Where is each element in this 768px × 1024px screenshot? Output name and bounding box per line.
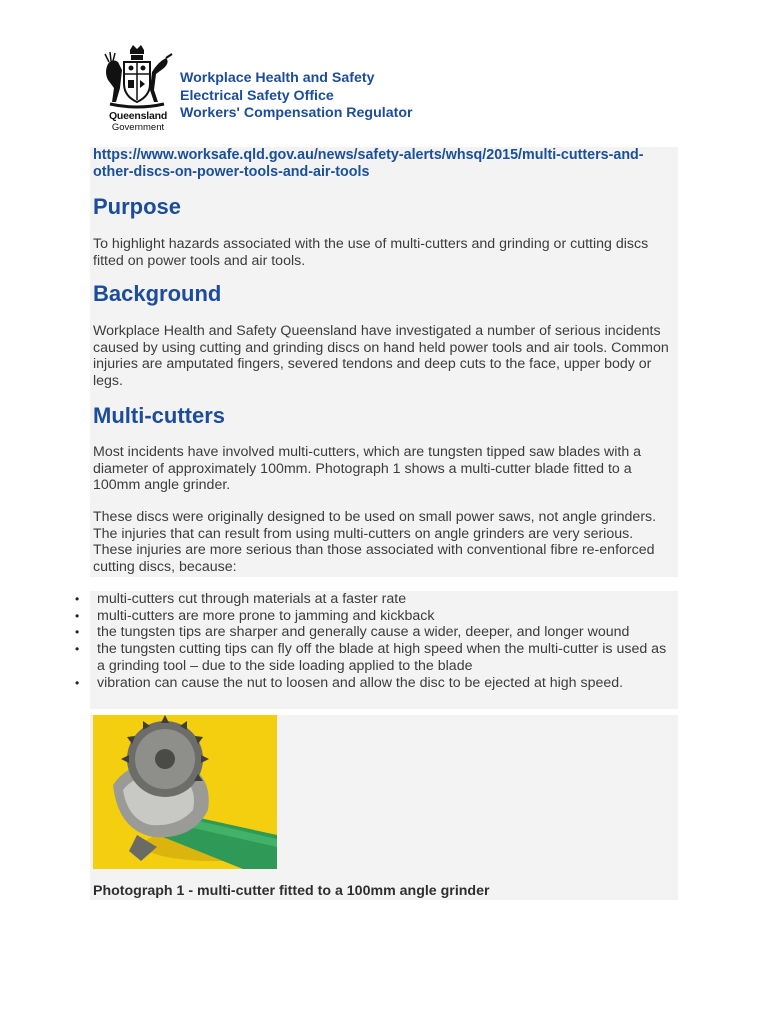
- bullet-icon: •: [75, 675, 80, 690]
- multi-cutters-paragraph-2: These discs were originally designed to be used on small power saws, not angle grinders. The injuries that can result from using multi-cutters on angle grinders are very serious. These injuries are more serious than those associated with conventional fibre re-enforced cutting discs, because:: [93, 509, 657, 576]
- purpose-text: To highlight hazards associated with the use of multi-cutters and grinding or cutting discs fitted on power tools and air tools.: [93, 236, 649, 269]
- background-heading: Background: [93, 281, 222, 306]
- list-item-text: multi-cutters are more prone to jamming and kickback: [97, 607, 435, 624]
- crest-word-queensland: Queensland: [108, 110, 168, 122]
- list-item: [73, 608, 677, 625]
- list-item: [73, 641, 677, 674]
- purpose-heading: Purpose: [93, 194, 182, 219]
- document-header: [100, 44, 500, 136]
- list-item-text: multi-cutters cut through materials at a faster rate: [97, 591, 407, 607]
- list-item: [73, 591, 677, 608]
- bullet-icon: •: [75, 592, 80, 606]
- bullet-icon: •: [75, 642, 80, 657]
- source-url-link[interactable]: https://www.worksafe.qld.gov.au/news/safety-alerts/whsq/2015/multi-cutters-and-other-discs-on-power-tools-and-air-tools: [93, 147, 644, 180]
- crest-word-government: Government: [111, 122, 165, 133]
- list-item: [73, 675, 677, 692]
- org-line-workplace-health-safety: Workplace Health and Safety: [180, 70, 375, 86]
- org-line-electrical-safety-office: Electrical Safety Office: [180, 87, 334, 104]
- list-item-text: the tungsten tips are sharper and generally cause a wider, deeper, and longer wound: [97, 624, 630, 641]
- coat-of-arms-icon: [100, 44, 174, 110]
- photograph-multi-cutter-angle-grinder: [93, 715, 277, 869]
- queensland-government-crest-logo: [100, 44, 174, 134]
- bullet-icon: •: [75, 608, 80, 623]
- organisation-names: [180, 70, 413, 123]
- background-text: Workplace Health and Safety Queensland have investigated a number of serious incidents caused by using cutting and grinding discs on hand held power tools and air tools. Common injuries are amputated fingers, severed tendons and deep cuts to the face, upper body or legs.: [93, 323, 669, 390]
- org-line-workers-compensation: Workers' Compensation Regulator: [180, 105, 413, 121]
- bullet-icon: •: [75, 625, 80, 640]
- multi-cutters-heading: Multi-cutters: [93, 403, 225, 428]
- hazard-bullet-list: [73, 591, 677, 691]
- photograph-caption: Photograph 1 - multi-cutter fitted to a 100mm angle grinder: [93, 883, 490, 899]
- multi-cutters-paragraph-1: Most incidents have involved multi-cutters, which are tungsten tipped saw blades with a diameter of approximately 100mm. Photograph 1 shows a multi-cutter blade fitted to a 100mm angle grinder.: [93, 444, 642, 494]
- list-item-text: the tungsten cutting tips can fly off the blade at high speed when the multi-cutter is used as a grinding tool – due to the side loading applied to the blade: [97, 641, 667, 674]
- list-item-text: vibration can cause the nut to loosen and allow the disc to be ejected at high speed.: [97, 674, 624, 691]
- list-item: [73, 624, 677, 641]
